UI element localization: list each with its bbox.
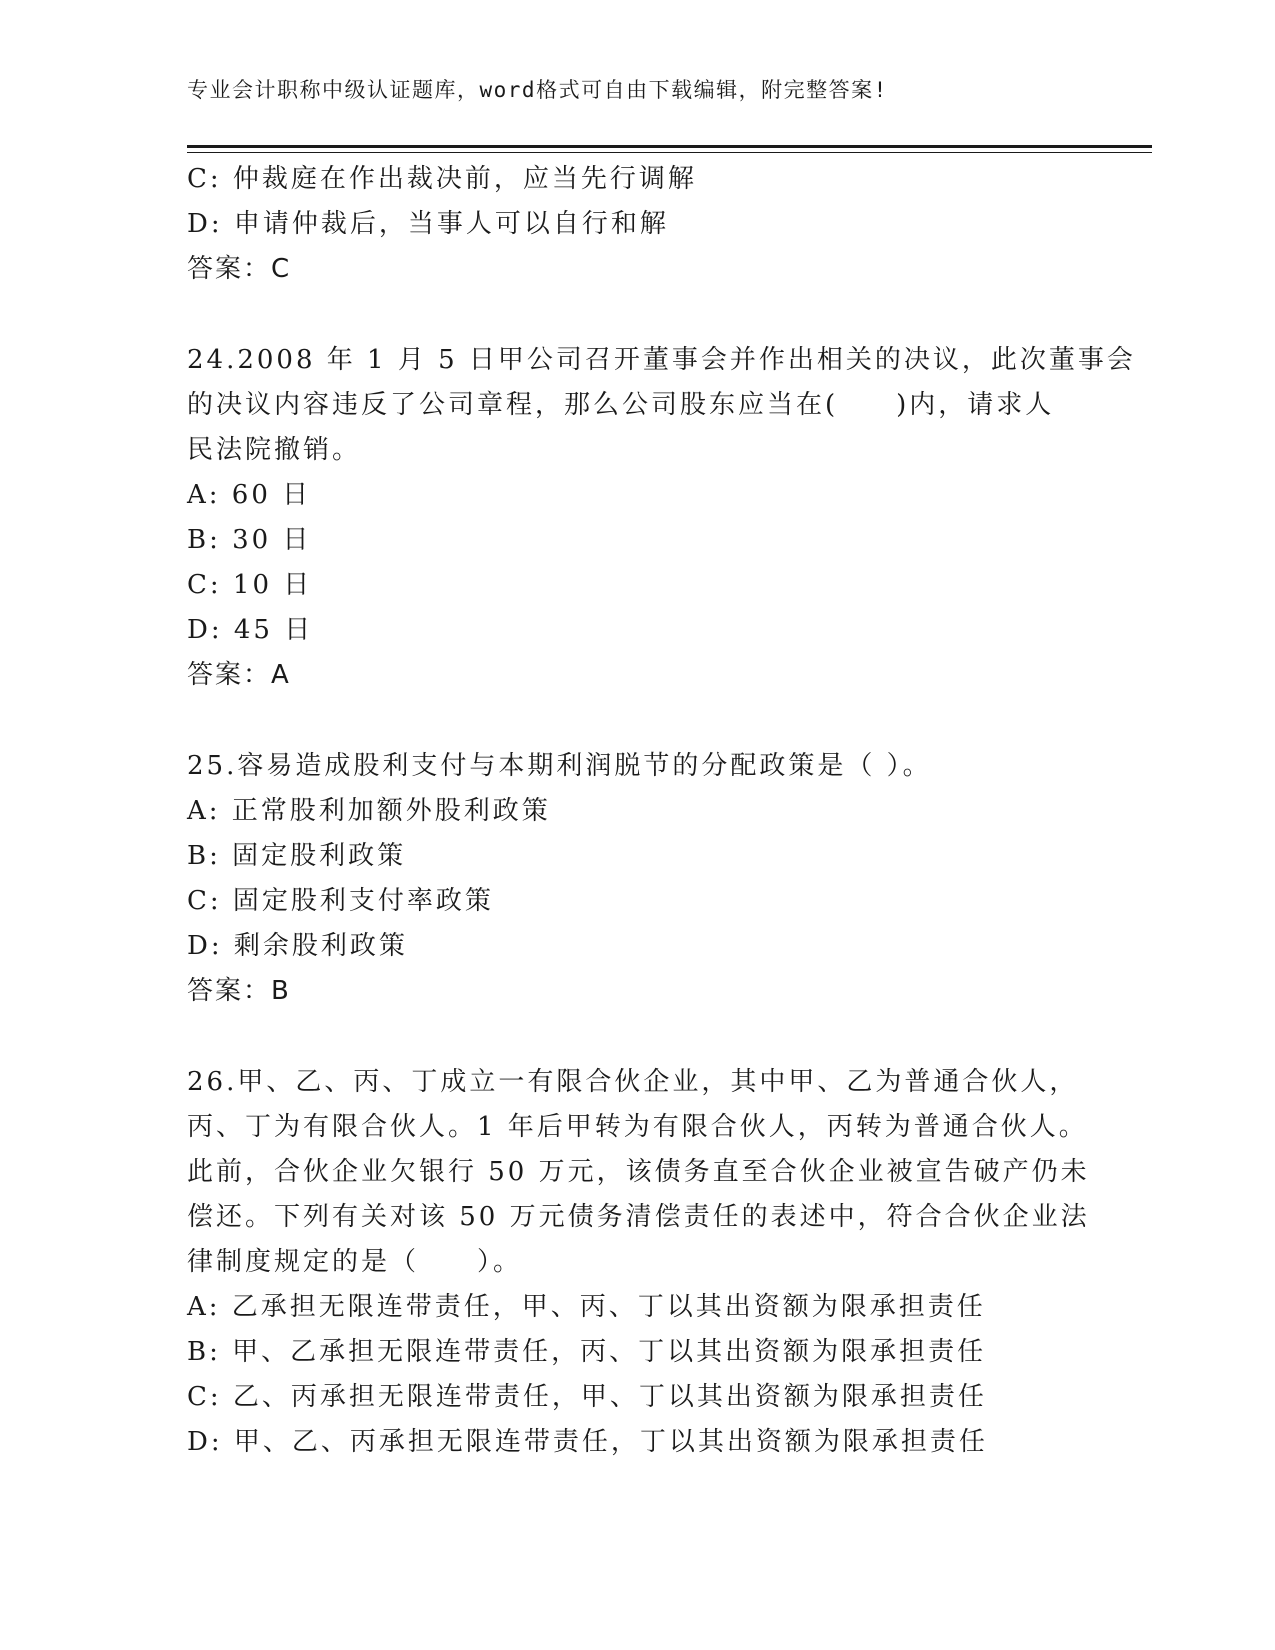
answer-line: 答案：C: [187, 254, 292, 284]
page-header: 专业会计职称中级认证题库，word格式可自由下载编辑，附完整答案!: [187, 78, 888, 102]
question-stem-line: 的决议内容违反了公司章程，那么公司股东应当在( )内，请求人: [187, 390, 1055, 420]
option-c: C: 10 日: [187, 570, 313, 600]
option-b: B: 30 日: [187, 525, 312, 555]
question-stem-line: 丙、丁为有限合伙人。1 年后甲转为有限合伙人，丙转为普通合伙人。: [187, 1112, 1088, 1142]
option-d: D: 甲、乙、丙承担无限连带责任，丁以其出资额为限承担责任: [187, 1427, 988, 1457]
answer-line: 答案：B: [187, 976, 291, 1006]
question-stem-line: 民法院撤销。: [187, 435, 362, 465]
question-stem-line: 24.2008 年 1 月 5 日甲公司召开董事会并作出相关的决议，此次董事会: [187, 345, 1136, 375]
option-c: C: 固定股利支付率政策: [187, 886, 494, 916]
option-a: A: 乙承担无限连带责任，甲、丙、丁以其出资额为限承担责任: [187, 1292, 986, 1322]
option-c: C: 仲裁庭在作出裁决前，应当先行调解: [187, 164, 697, 194]
option-d: D: 申请仲裁后，当事人可以自行和解: [187, 209, 669, 239]
question-stem-line: 律制度规定的是（ ）。: [187, 1247, 523, 1277]
option-a: A: 正常股利加额外股利政策: [187, 796, 551, 826]
spacer: [187, 1014, 1087, 1060]
question-stem-line: 26.甲、乙、丙、丁成立一有限合伙企业，其中甲、乙为普通合伙人，: [187, 1067, 1079, 1097]
question-stem-line: 此前，合伙企业欠银行 50 万元，该债务直至合伙企业被宣告破产仍未: [187, 1157, 1090, 1187]
question-26: [187, 1060, 1090, 1465]
spacer: [187, 292, 1087, 338]
question-25: [187, 744, 1087, 1014]
option-b: B: 甲、乙承担无限连带责任，丙、丁以其出资额为限承担责任: [187, 1337, 987, 1367]
question-stem-line: 25.容易造成股利支付与本期利润脱节的分配政策是（ ）。: [187, 751, 932, 781]
spacer: [187, 698, 1087, 744]
continued-question: [187, 157, 1087, 292]
question-24: [187, 338, 1136, 698]
document-body: [187, 157, 1136, 1465]
option-d: D: 剩余股利政策: [187, 931, 408, 961]
option-a: A: 60 日: [187, 480, 312, 510]
option-d: D: 45 日: [187, 615, 314, 645]
answer-line: 答案：A: [187, 660, 291, 690]
header-divider-thin: [187, 152, 1152, 153]
header-divider-thick: [187, 145, 1152, 148]
option-c: C: 乙、丙承担无限连带责任，甲、丁以其出资额为限承担责任: [187, 1382, 987, 1412]
option-b: B: 固定股利政策: [187, 841, 407, 871]
question-stem-line: 偿还。下列有关对该 50 万元债务清偿责任的表述中，符合合伙企业法: [187, 1202, 1090, 1232]
